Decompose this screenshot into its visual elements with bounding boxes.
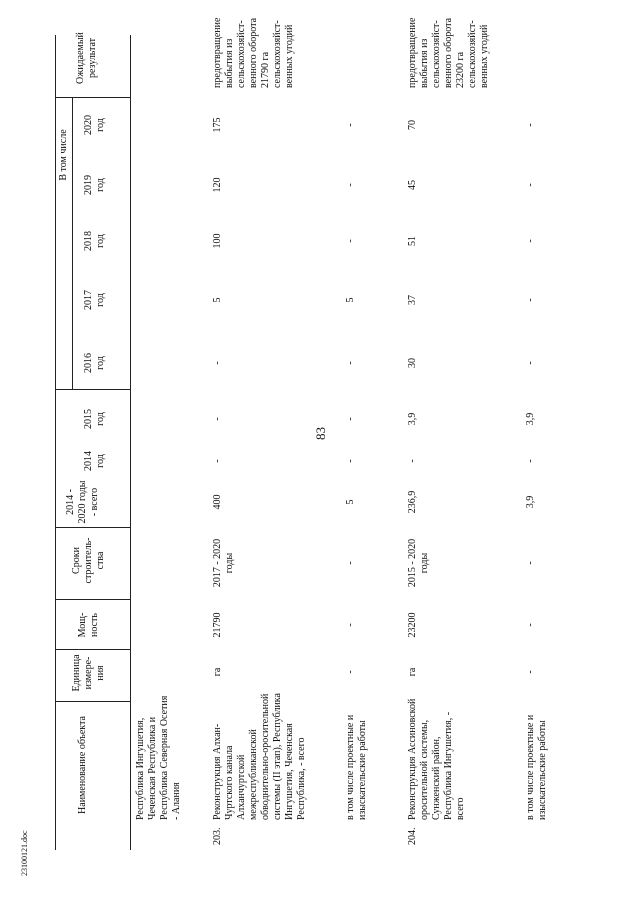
row-result: предотвращение выбытия из сельскохозяйст-венного оборота 21790 га сельскохозяйст-венных угодий bbox=[212, 17, 295, 88]
table-top-rule bbox=[55, 35, 56, 850]
row-year-value: - bbox=[525, 239, 536, 243]
row-number: 204. bbox=[407, 827, 418, 845]
row-year-value: - bbox=[212, 417, 223, 421]
header-year: 2020 год bbox=[83, 115, 106, 135]
row-year-value: - bbox=[345, 123, 356, 127]
header-year: 2018 год bbox=[83, 231, 106, 251]
row-year-value: - bbox=[345, 183, 356, 187]
region-row-text: Республика Ингушетия, Чеченская Республика и Республика Северная Осетия - Алания bbox=[135, 695, 182, 820]
row-year-value: - bbox=[345, 239, 356, 243]
row-capacity: - bbox=[525, 623, 536, 627]
col-border bbox=[55, 97, 130, 98]
row-total: 5 bbox=[345, 499, 356, 505]
row-year-value: 3,9 bbox=[525, 412, 536, 426]
header-year: 2015 год bbox=[83, 409, 106, 429]
row-total: 236,9 bbox=[407, 490, 418, 514]
row-unit: га bbox=[212, 667, 223, 677]
row-term: 2015 - 2020 годы bbox=[407, 538, 430, 588]
row-term: - bbox=[345, 561, 356, 565]
row-year-value: 51 bbox=[407, 236, 418, 246]
header-year: 2017 год bbox=[83, 290, 106, 310]
document-footer: 23100121.doc bbox=[20, 830, 29, 876]
row-year-value: - bbox=[525, 183, 536, 187]
row-year-value: 100 bbox=[212, 233, 223, 249]
rotated-table bbox=[55, 17, 595, 850]
header-name: Наименование объекта bbox=[77, 716, 88, 814]
row-name: Реконструкция Алхан-Чуртского канала Алханчуртской межреспубликанской обводнительно-оросительной системы (II этап), Республика Ингушетия, Чеченская Республика, - всего bbox=[212, 693, 307, 820]
row-year-value: - bbox=[345, 459, 356, 463]
row-year-value: - bbox=[345, 417, 356, 421]
row-year-value: 3,9 bbox=[407, 412, 418, 426]
row-capacity: 21790 bbox=[212, 612, 223, 638]
row-term: 2017 - 2020 годы bbox=[212, 538, 235, 588]
header-capacity: Мощ-ность bbox=[77, 612, 100, 638]
row-number: 203. bbox=[212, 827, 223, 845]
header-term: Сроки строитель-ства bbox=[71, 537, 106, 584]
row-name: в том числе проектные и изыскательские работы bbox=[345, 714, 368, 820]
col-border bbox=[55, 649, 130, 650]
row-year-value: - bbox=[345, 361, 356, 365]
header-divider-rule bbox=[130, 35, 131, 850]
row-year-value: - bbox=[525, 298, 536, 302]
row-term: - bbox=[525, 561, 536, 565]
header-year: 2014 год bbox=[83, 451, 106, 471]
row-year-value: - bbox=[525, 459, 536, 463]
col-border bbox=[55, 599, 130, 600]
row-year-value: - bbox=[525, 123, 536, 127]
row-year-value: 70 bbox=[407, 120, 418, 130]
header-including: В том числе bbox=[58, 129, 69, 181]
col-border bbox=[55, 389, 130, 390]
header-result: Ожидаемый результат bbox=[75, 32, 98, 84]
page-number: 83 bbox=[313, 427, 328, 440]
row-year-value: 175 bbox=[212, 117, 223, 133]
row-year-value: - bbox=[407, 459, 418, 463]
col-border bbox=[55, 527, 130, 528]
row-total: 3,9 bbox=[525, 495, 536, 509]
row-year-value: 120 bbox=[212, 177, 223, 193]
row-year-value: - bbox=[212, 361, 223, 365]
header-year: 2016 год bbox=[83, 353, 106, 373]
row-year-value: 5 bbox=[212, 297, 223, 303]
row-unit: га bbox=[407, 667, 418, 677]
row-year-value: - bbox=[212, 459, 223, 463]
header-total: 2014 - 2020 годы - всего bbox=[65, 480, 100, 524]
col-border bbox=[55, 701, 130, 702]
row-name: в том числе проектные и изыскательские работы bbox=[525, 714, 548, 820]
row-name: Реконструкция Ассиновской оросительной системы, Сунженский район, Республика Ингушетия, - всего bbox=[407, 698, 466, 820]
including-divider-rule bbox=[72, 98, 73, 390]
row-year-value: 37 bbox=[407, 295, 418, 305]
row-year-value: 30 bbox=[407, 358, 418, 368]
header-year: 2019 год bbox=[83, 175, 106, 195]
row-result: предотвращение выбытия из сельскохозяйст-венного оборота 23200 га сельскохозяйст-венных угодий bbox=[407, 17, 490, 88]
header-unit: Единица измере-ния bbox=[71, 654, 106, 692]
row-total: 400 bbox=[212, 494, 223, 510]
row-year-value: 45 bbox=[407, 180, 418, 190]
row-capacity: 23200 bbox=[407, 612, 418, 638]
row-unit: - bbox=[525, 670, 536, 674]
row-unit: - bbox=[345, 670, 356, 674]
row-year-value: 5 bbox=[345, 297, 356, 303]
row-capacity: - bbox=[345, 623, 356, 627]
row-year-value: - bbox=[525, 361, 536, 365]
